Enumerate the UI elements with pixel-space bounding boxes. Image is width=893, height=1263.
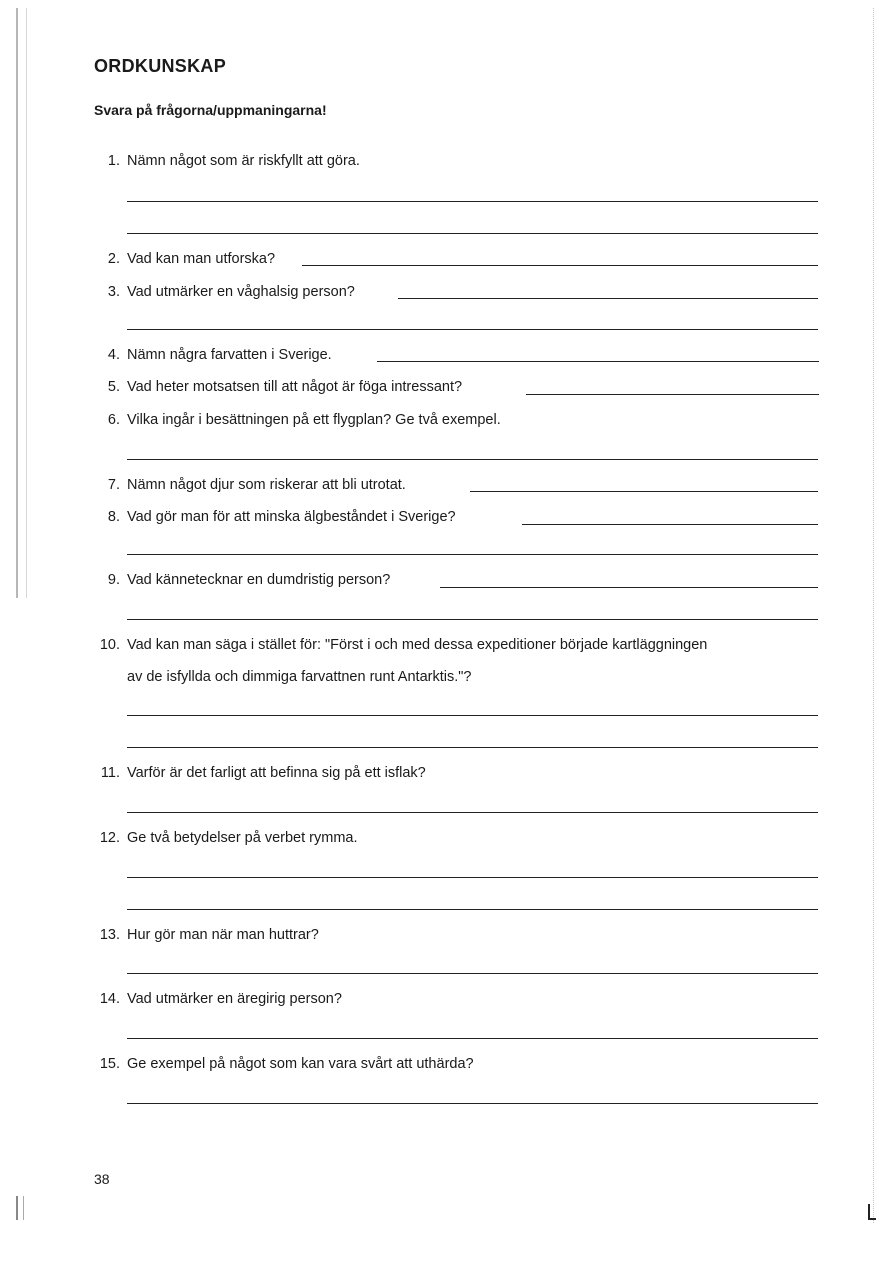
question-13: [99, 927, 319, 943]
worksheet-instruction: Svara på frågorna/uppmaningarna!: [94, 102, 327, 118]
question-9: [107, 572, 391, 588]
question-text: Varför är det farligt att befinna sig på ett isflak?: [127, 765, 426, 781]
scan-edge-right: [869, 8, 874, 1223]
answer-line[interactable]: [127, 747, 818, 748]
answer-line[interactable]: [522, 524, 818, 525]
worksheet-title: ORDKUNSKAP: [94, 56, 227, 76]
question-text: Vad kan man säga i stället för: "Först i och med dessa expeditioner började kartläggningen: [127, 637, 708, 653]
question-text: Vad utmärker en våghalsig person?: [127, 284, 355, 300]
question-number: 12.: [99, 830, 120, 846]
question-6: [107, 412, 501, 428]
question-1: [107, 153, 360, 169]
question-text: Ge två betydelser på verbet rymma.: [127, 830, 358, 846]
question-text: Vad heter motsatsen till att något är föga intressant?: [127, 379, 463, 395]
question-text: av de isfyllda och dimmiga farvattnen runt Antarktis."?: [127, 669, 472, 685]
answer-line[interactable]: [127, 877, 818, 878]
page-number: 38: [94, 1171, 110, 1187]
question-8: [107, 509, 456, 525]
question-10-continuation: [127, 669, 471, 685]
scan-edge-left: [16, 8, 27, 598]
question-text: Vad gör man för att minska älgbeståndet i Sverige?: [127, 509, 456, 525]
question-text: Nämn något djur som riskerar att bli utrotat.: [127, 477, 406, 493]
scan-corner-mark: [868, 1204, 876, 1220]
question-2: [107, 251, 276, 267]
question-number: 6.: [107, 412, 120, 428]
answer-line[interactable]: [127, 201, 818, 202]
question-number: 1.: [107, 153, 120, 169]
question-number: 14.: [99, 991, 120, 1007]
question-15: [99, 1056, 474, 1072]
answer-line[interactable]: [377, 361, 819, 362]
answer-line[interactable]: [127, 973, 818, 974]
question-14: [99, 991, 342, 1007]
question-text: Nämn några farvatten i Sverige.: [127, 347, 332, 363]
answer-line[interactable]: [127, 909, 818, 910]
answer-line[interactable]: [127, 715, 818, 716]
question-text: Nämn något som är riskfyllt att göra.: [127, 153, 360, 169]
question-number: 5.: [107, 379, 120, 395]
answer-line[interactable]: [127, 233, 818, 234]
question-12: [99, 830, 358, 846]
answer-line[interactable]: [127, 1103, 818, 1104]
question-number: 10.: [99, 637, 120, 653]
answer-line[interactable]: [127, 329, 818, 330]
question-number: 15.: [99, 1056, 120, 1072]
question-number: 3.: [107, 284, 120, 300]
question-7: [107, 477, 406, 493]
answer-line[interactable]: [127, 554, 818, 555]
answer-line[interactable]: [398, 298, 818, 299]
question-text: Hur gör man när man huttrar?: [127, 927, 319, 943]
answer-line[interactable]: [440, 587, 818, 588]
question-number: 4.: [107, 347, 120, 363]
answer-line[interactable]: [127, 1038, 818, 1039]
answer-line[interactable]: [127, 619, 818, 620]
question-11: [100, 765, 426, 781]
question-10: [99, 637, 708, 653]
question-number: 9.: [107, 572, 120, 588]
scan-edge-left-bottom: [16, 1196, 24, 1220]
question-4: [107, 347, 332, 363]
question-text: Vad utmärker en äregirig person?: [127, 991, 342, 1007]
question-number: 8.: [107, 509, 120, 525]
answer-line[interactable]: [526, 394, 819, 395]
question-text: Vilka ingår i besättningen på ett flygplan? Ge två exempel.: [127, 412, 501, 428]
answer-line[interactable]: [302, 265, 818, 266]
question-text: Ge exempel på något som kan vara svårt att uthärda?: [127, 1056, 474, 1072]
question-text: Vad kännetecknar en dumdristig person?: [127, 572, 391, 588]
question-3: [107, 284, 355, 300]
answer-line[interactable]: [470, 491, 818, 492]
question-number: 11.: [100, 765, 120, 781]
question-number: 2.: [107, 251, 120, 267]
question-5: [107, 379, 463, 395]
answer-line[interactable]: [127, 459, 818, 460]
question-number: 13.: [99, 927, 120, 943]
question-text: Vad kan man utforska?: [127, 251, 276, 267]
answer-line[interactable]: [127, 812, 818, 813]
question-number: 7.: [107, 477, 120, 493]
